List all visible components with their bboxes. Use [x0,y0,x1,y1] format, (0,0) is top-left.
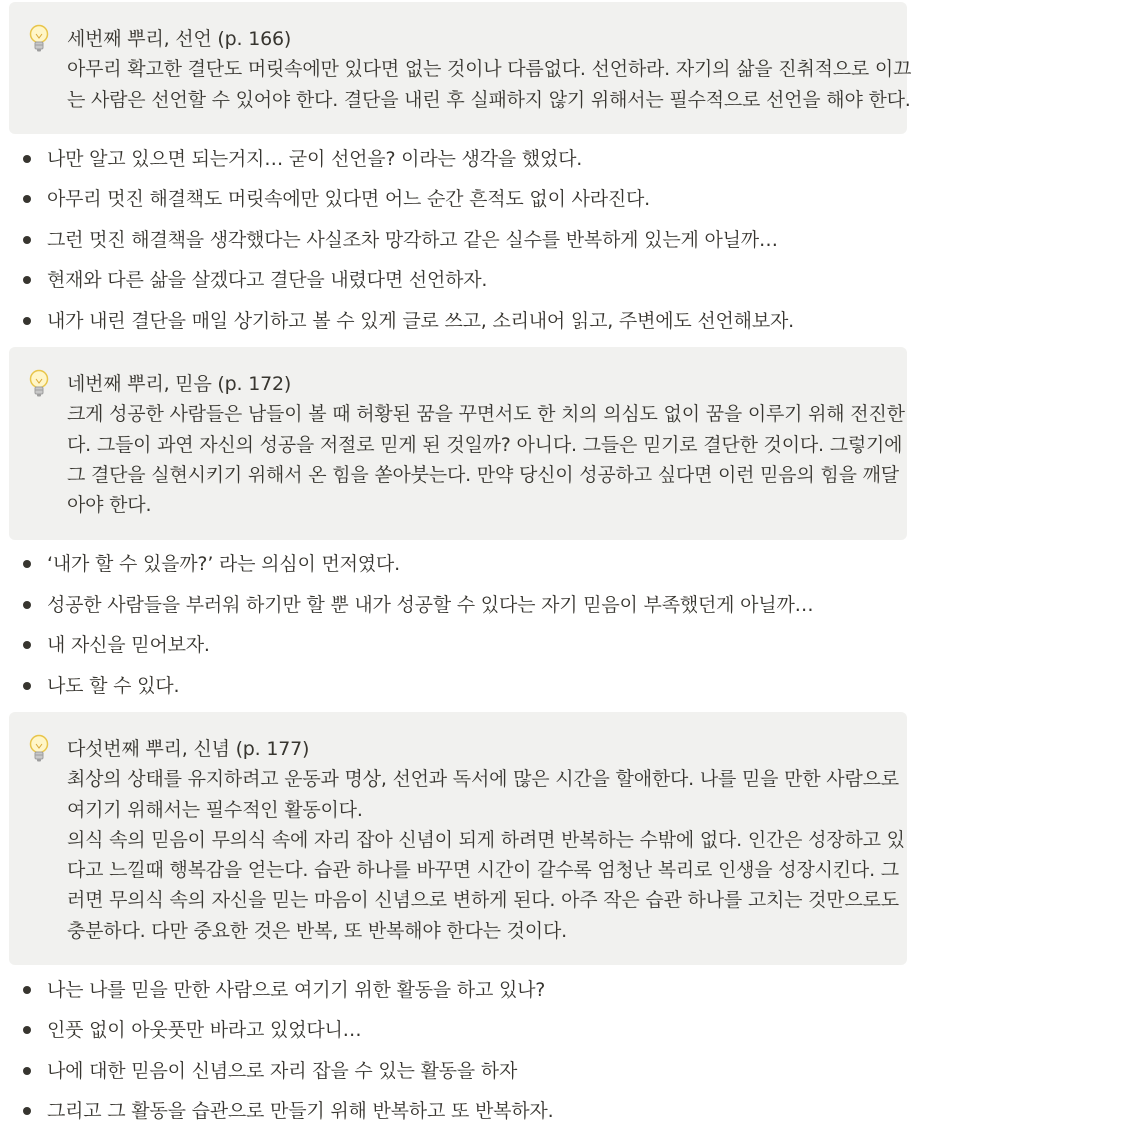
callout-title: 다섯번째 뿌리, 신념 (p. 177) [67,738,310,760]
list-item[interactable] [0,1014,1100,1046]
bullet-dot [23,1026,31,1034]
list-item[interactable] [0,548,1100,580]
bullet-dot [23,276,31,284]
list-item[interactable] [0,143,1100,175]
callout-text[interactable] [67,734,905,946]
bullet-dot [23,641,31,649]
list-item-text: 성공한 사람들을 부러워 하기만 할 뿐 내가 성공할 수 있다는 자기 믿음이 부족했던게 아닐까… [47,594,814,616]
list-item[interactable] [0,1055,1100,1087]
lightbulb-icon[interactable] [28,734,50,764]
list-item-text: 나는 나를 믿을 만한 사람으로 여기기 위한 활동을 하고 있나? [47,979,546,1001]
callout-line: 최상의 상태를 유지하려고 운동과 명상, 선언과 독서에 많은 시간을 할애한다. 나를 믿을 만한 사람으로 [67,768,899,791]
list-item[interactable] [0,670,1100,702]
list-item-text: 나만 알고 있으면 되는거지… 굳이 선언을? 이라는 생각을 했었다. [47,148,583,170]
callout-title: 네번째 뿌리, 믿음 (p. 172) [67,373,292,395]
callout-line: 크게 성공한 사람들은 남들이 볼 때 허황된 꿈을 꾸면서도 한 치의 의심도 없이 꿈을 이루기 위해 전진한 [67,403,905,426]
callout-line: 아무리 확고한 결단도 머릿속에만 있다면 없는 것이나 다름없다. 선언하라. 자기의 삶을 진취적으로 이끄 [67,58,912,81]
list-item[interactable] [0,589,1100,621]
list-item-text: 그런 멋진 해결책을 생각했다는 사실조차 망각하고 같은 실수를 반복하게 있는게 아닐까… [47,229,778,251]
bullet-dot [23,155,31,163]
list-item-text: 내 자신을 믿어보자. [47,634,210,656]
callout-line: 아야 한다. [67,494,152,517]
list-item[interactable] [0,264,1100,296]
list-item-text: 내가 내린 결단을 매일 상기하고 볼 수 있게 글로 쓰고, 소리내어 읽고, 주변에도 선언해보자. [47,310,794,332]
callout-line: 러면 무의식 속의 자신을 믿는 마음이 신념으로 변하게 된다. 아주 작은 습관 하나를 고치는 것만으로도 [67,889,899,912]
bullet-dot [23,560,31,568]
list-item[interactable] [0,974,1100,1006]
callout-block[interactable] [9,712,907,965]
lightbulb-icon[interactable] [28,369,50,399]
list-item-text: 그리고 그 활동을 습관으로 만들기 위해 반복하고 또 반복하자. [47,1100,554,1122]
bullet-dot [23,601,31,609]
list-item-text: 현재와 다른 삶을 살겠다고 결단을 내렸다면 선언하자. [47,269,488,291]
callout-block[interactable] [9,347,907,540]
callout-text[interactable] [67,24,912,115]
callout-block[interactable] [9,2,912,134]
list-item[interactable] [0,183,1100,215]
list-item-text: 나에 대한 믿음이 신념으로 자리 잡을 수 있는 활동을 하자 [47,1060,518,1082]
callout-line: 의식 속의 믿음이 무의식 속에 자리 잡아 신념이 되게 하려면 반복하는 수밖에 없다. 인간은 성장하고 있 [67,828,905,851]
list-item[interactable] [0,1095,1100,1127]
list-item[interactable] [0,305,1100,337]
bullet-dot [23,1067,31,1075]
callout-line: 다고 느낄때 행복감을 얻는다. 습관 하나를 바꾸면 시간이 갈수록 엄청난 복리로 인생을 성장시킨다. 그 [67,859,899,882]
bullet-dot [23,682,31,690]
list-item-text: 아무리 멋진 해결책도 머릿속에만 있다면 어느 순간 흔적도 없이 사라진다. [47,188,651,210]
list-item[interactable] [0,629,1100,661]
callout-line: 여기기 위해서는 필수적인 활동이다. [67,798,363,821]
bullet-dot [23,986,31,994]
list-item-text: 인풋 없이 아웃풋만 바라고 있었다니… [47,1019,362,1041]
callout-text[interactable] [67,369,905,520]
bullet-dot [23,195,31,203]
callout-line: 는 사람은 선언할 수 있어야 한다. 결단을 내린 후 실패하지 않기 위해서는 필수적으로 선언을 해야 한다. [67,88,911,111]
bullet-dot [23,1107,31,1115]
list-item[interactable] [0,224,1100,256]
callout-line: 그 결단을 실현시키기 위해서 온 힘을 쏟아붓는다. 만약 당신이 성공하고 싶다면 이런 믿음의 힘을 깨달 [67,463,899,486]
list-item-text: 나도 할 수 있다. [47,675,180,697]
callout-title: 세번째 뿌리, 선언 (p. 166) [67,28,292,50]
lightbulb-icon[interactable] [28,24,50,54]
callout-line: 충분하다. 다만 중요한 것은 반복, 또 반복해야 한다는 것이다. [67,919,567,942]
callout-line: 다. 그들이 과연 자신의 성공을 저절로 믿게 된 것일까? 아니다. 그들은 믿기로 결단한 것이다. 그렇기에 [67,433,903,456]
bullet-dot [23,317,31,325]
list-item-text: ‘내가 할 수 있을까?’ 라는 의심이 먼저였다. [47,553,400,575]
bullet-dot [23,236,31,244]
